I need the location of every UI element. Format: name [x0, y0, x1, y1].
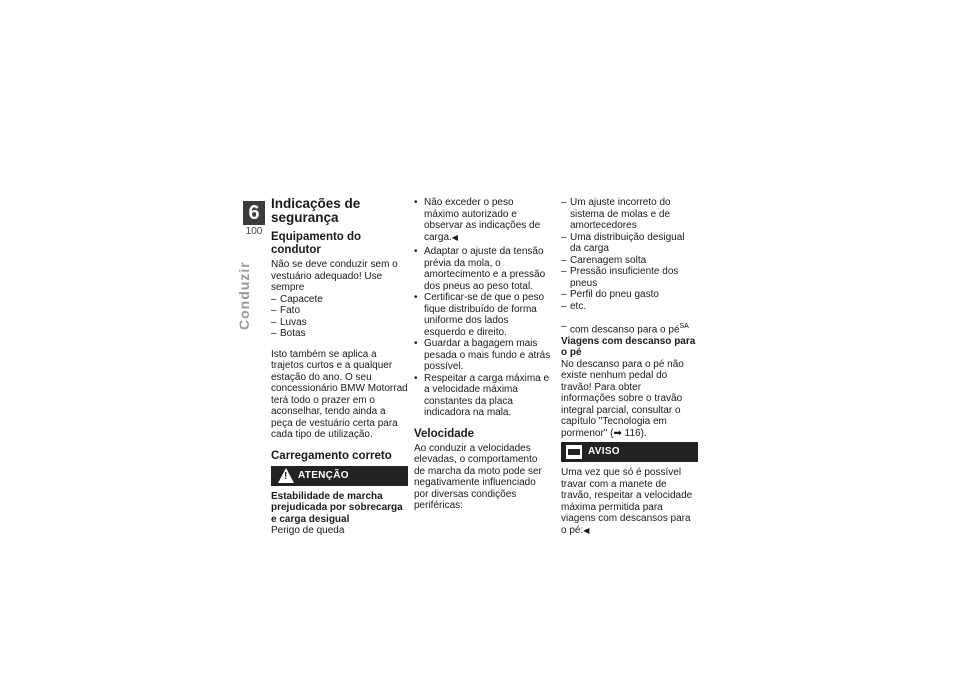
notice-hand-icon — [566, 445, 582, 459]
sa-superscript: SA — [679, 323, 689, 330]
warning-banner — [271, 466, 408, 486]
warning-triangle-icon: ! — [278, 468, 294, 483]
column-3 — [561, 197, 698, 536]
speed-paragraph: Ao conduzir a velocidades elevadas, o comportamento de marcha da moto pode ser negativamente influenciado por diversas condições periféricas: — [414, 442, 542, 511]
heading-equipment: Equipamento do condutor — [271, 231, 362, 256]
list-item: – Carenagem solta — [561, 255, 698, 267]
list-item: – Um ajuste incorreto do sistema de molas e de amortecedores — [561, 197, 698, 232]
warning-label: ATENÇÃO — [298, 469, 349, 481]
footrest-paragraph: No descanso para o pé não existe nenhum pedal do travão! Para obter informações sobre o travão integral parcial, consultar o capítulo "Tecnologia em pormenor" (➡ 116). — [561, 358, 684, 439]
list-item: – Uma distribuição desigual da carga — [561, 232, 698, 255]
list-item: – Perfil do pneu gasto — [561, 289, 698, 301]
list-item: • Guardar a bagagem mais pesada o mais fundo e atrás possível. — [414, 338, 551, 373]
end-mark-icon: ◀ — [451, 232, 458, 242]
notice-banner — [561, 442, 698, 462]
list-item: – Botas — [271, 328, 408, 340]
heading-footrest: Viagens com descanso para o pé — [561, 335, 696, 359]
column-2 — [414, 197, 551, 512]
list-item: – Luvas — [271, 317, 408, 329]
page-number: 100 — [245, 226, 263, 237]
conditions-list — [561, 197, 698, 312]
equipment-paragraph: Não se deve conduzir sem o vestuário adequado! Use sempre — [271, 259, 398, 293]
warning-title: Estabilidade de marcha prejudicada por sobrecarga e carga desigual — [271, 490, 403, 525]
loading-list — [414, 197, 551, 419]
list-item: – Fato — [271, 305, 408, 317]
heading-loading: Carregamento correto — [271, 449, 392, 462]
sa-line: – com descanso para o $pé^{SA}$ — [561, 321, 698, 336]
list-item: • Respeitar a carga máxima e a velocidade máxima constantes da placa indicadora na mala. — [414, 373, 551, 419]
notice-label: AVISO — [588, 446, 620, 458]
page-reference: 116 — [624, 427, 641, 439]
heading-speed: Velocidade — [414, 427, 475, 440]
list-item: – etc. — [561, 301, 698, 313]
column-1 — [271, 197, 408, 537]
chapter-number-tab: 6 — [243, 201, 265, 225]
list-item: – Capacete — [271, 294, 408, 306]
section-title: Indicações de segurança — [271, 196, 361, 225]
list-item: – Pressão insuficiente dos pneus — [561, 266, 698, 289]
warning-text: Perigo de queda — [271, 525, 345, 536]
notice-paragraph: Uma vez que só é possível travar com a manete de travão, respeitar a velocidade máxima permitida para viagens com descansos para o pé:◀ — [561, 467, 693, 536]
end-mark-icon: ◀ — [583, 525, 590, 535]
equipment-note: Isto também se aplica a trajetos curtos e a qualquer estação do ano. O seu concessionário BMW Motorrad terá todo o prazer em o aconselhar, tendo ainda a peça de vestuário certa para cada tipo de utilização. — [271, 348, 408, 440]
equipment-list — [271, 294, 408, 340]
chapter-title-vertical: Conduzir — [236, 261, 252, 330]
list-item: • Não exceder o peso máximo autorizado e observar as indicações de carga.◀ — [414, 197, 551, 243]
list-item: • Certificar-se de que o peso fique distribuído de forma uniforme dos lados esquerdo e direito. — [414, 292, 551, 338]
arrow-icon: ➡ — [613, 427, 622, 439]
list-item: • Adaptar o ajuste da tensão prévia da mola, o amortecimento e a pressão dos pneus ao peso total. — [414, 246, 551, 292]
